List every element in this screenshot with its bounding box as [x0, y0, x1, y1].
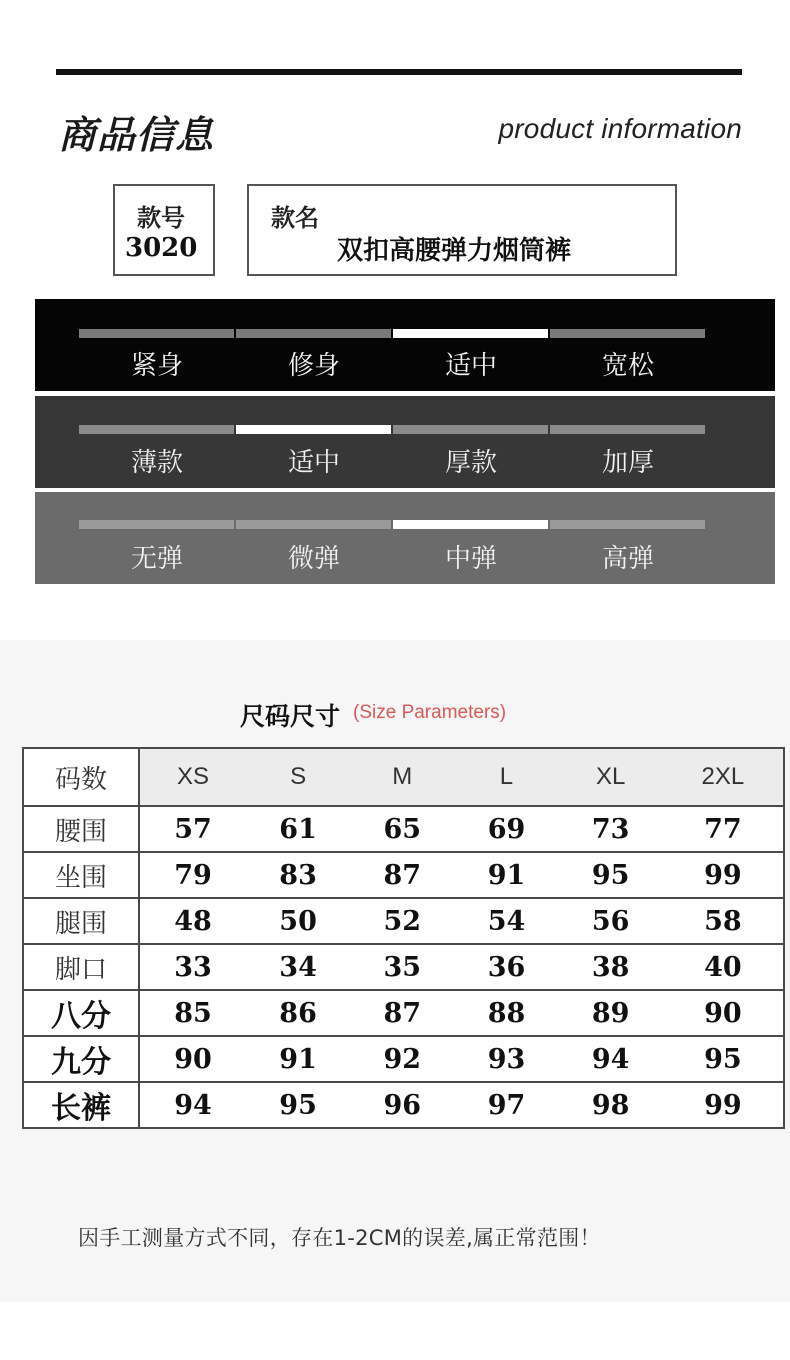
row-label: 腿围: [23, 898, 139, 944]
table-cell: 33: [139, 944, 246, 990]
table-cell: 90: [663, 990, 784, 1036]
style-name-value: 双扣高腰弹力烟筒裤: [337, 236, 572, 266]
fit-option-1: 修身: [287, 351, 340, 381]
thickness-segment-0: [79, 425, 234, 434]
table-cell: 87: [350, 852, 454, 898]
table-cell: 54: [454, 898, 558, 944]
table-cell: 95: [663, 1036, 784, 1082]
table-cell: 48: [139, 898, 246, 944]
fit-segment-2: [393, 329, 548, 338]
thickness-segment-2: [393, 425, 548, 434]
thickness-scale: [35, 396, 775, 488]
table-cell: 92: [350, 1036, 454, 1082]
table-cell: 91: [246, 1036, 350, 1082]
table-cell: 50: [246, 898, 350, 944]
fit-option-2: 适中: [444, 351, 497, 381]
row-label: 八分: [23, 990, 139, 1036]
elasticity-scale: [35, 492, 775, 584]
fit-scale: [35, 299, 775, 391]
table-row: [23, 944, 784, 990]
table-cell: 58: [663, 898, 784, 944]
table-cell: 35: [350, 944, 454, 990]
table-cell: 86: [246, 990, 350, 1036]
size-corner-label: 码数: [23, 748, 139, 806]
table-cell: 36: [454, 944, 558, 990]
size-table: [22, 747, 785, 1129]
fit-segment-3: [550, 329, 705, 338]
fit-option-3: 宽松: [601, 351, 654, 381]
elasticity-segment-0: [79, 520, 234, 529]
elasticity-option-2: 中弹: [444, 544, 497, 574]
table-row: [23, 990, 784, 1036]
table-cell: 98: [559, 1082, 663, 1128]
elasticity-option-1: 微弹: [287, 544, 340, 574]
top-divider: [56, 69, 742, 75]
table-cell: 34: [246, 944, 350, 990]
table-cell: 87: [350, 990, 454, 1036]
section-title-zh: 商品信息: [58, 113, 215, 157]
row-label: 腰围: [23, 806, 139, 852]
size-col-header: L: [454, 748, 558, 806]
fit-segment-1: [236, 329, 391, 338]
style-name-box: [247, 184, 677, 276]
style-name-label: 款名: [271, 204, 319, 232]
table-cell: 99: [663, 852, 784, 898]
style-code-label: 款号: [137, 204, 185, 232]
table-cell: 65: [350, 806, 454, 852]
measurement-note: 因手工测量方式不同，存在1-2CM的误差,属正常范围！: [78, 1226, 601, 1250]
section-title-en: product information: [498, 113, 742, 144]
table-cell: 93: [454, 1036, 558, 1082]
elasticity-segment-3: [550, 520, 705, 529]
thickness-option-0: 薄款: [130, 448, 183, 478]
table-cell: 97: [454, 1082, 558, 1128]
elasticity-option-3: 高弹: [601, 544, 654, 574]
row-label: 脚口: [23, 944, 139, 990]
table-cell: 99: [663, 1082, 784, 1128]
table-cell: 95: [559, 852, 663, 898]
size-header-row: [23, 748, 784, 806]
thickness-segment-3: [550, 425, 705, 434]
table-cell: 88: [454, 990, 558, 1036]
table-cell: 38: [559, 944, 663, 990]
fit-segment-0: [79, 329, 234, 338]
table-cell: 77: [663, 806, 784, 852]
table-cell: 52: [350, 898, 454, 944]
row-label: 坐围: [23, 852, 139, 898]
row-label: 长裤: [23, 1082, 139, 1128]
thickness-option-2: 厚款: [444, 448, 497, 478]
table-cell: 85: [139, 990, 246, 1036]
table-cell: 90: [139, 1036, 246, 1082]
elasticity-option-0: 无弹: [130, 544, 183, 574]
thickness-segment-1: [236, 425, 391, 434]
table-row: [23, 1082, 784, 1128]
elasticity-segment-1: [236, 520, 391, 529]
table-row: [23, 1036, 784, 1082]
style-code-value: 3020: [125, 233, 198, 263]
table-cell: 91: [454, 852, 558, 898]
row-label: 九分: [23, 1036, 139, 1082]
thickness-option-1: 适中: [287, 448, 340, 478]
thickness-option-3: 加厚: [601, 448, 654, 478]
table-cell: 83: [246, 852, 350, 898]
table-cell: 94: [139, 1082, 246, 1128]
table-cell: 61: [246, 806, 350, 852]
table-cell: 69: [454, 806, 558, 852]
table-cell: 79: [139, 852, 246, 898]
table-cell: 96: [350, 1082, 454, 1128]
fit-option-0: 紧身: [130, 351, 183, 381]
table-cell: 73: [559, 806, 663, 852]
size-col-header: M: [350, 748, 454, 806]
table-cell: 57: [139, 806, 246, 852]
size-col-header: XL: [559, 748, 663, 806]
size-chart-subtitle: (Size Parameters): [353, 702, 507, 723]
table-cell: 40: [663, 944, 784, 990]
table-cell: 89: [559, 990, 663, 1036]
table-row: [23, 852, 784, 898]
table-cell: 94: [559, 1036, 663, 1082]
elasticity-segment-2: [393, 520, 548, 529]
table-cell: 56: [559, 898, 663, 944]
table-cell: 95: [246, 1082, 350, 1128]
table-row: [23, 806, 784, 852]
size-col-header: XS: [139, 748, 246, 806]
style-code-box: [113, 184, 215, 276]
size-col-header: S: [246, 748, 350, 806]
size-col-header: 2XL: [663, 748, 784, 806]
size-chart-title: 尺码尺寸: [240, 702, 341, 731]
table-row: [23, 898, 784, 944]
